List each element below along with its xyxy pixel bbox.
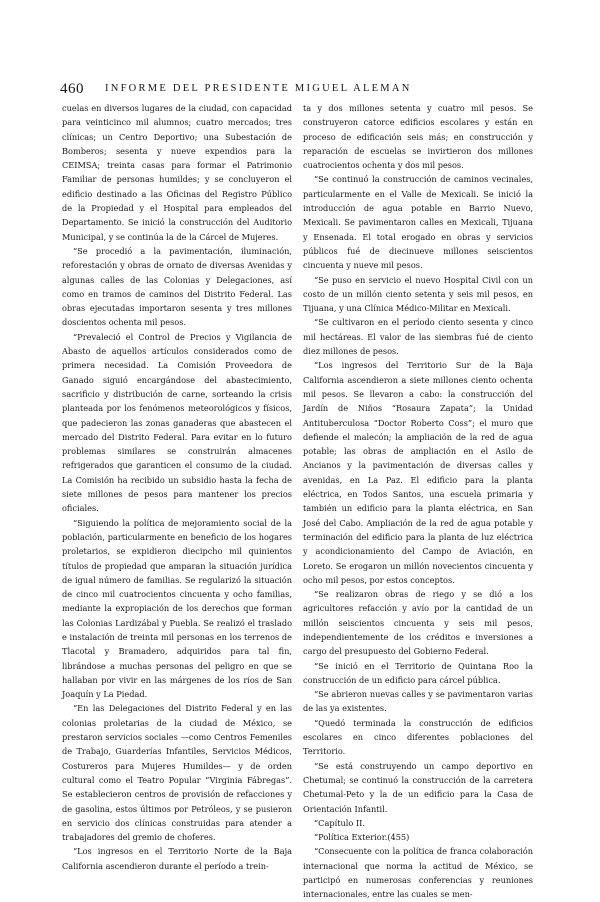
paragraph: ta y dos millones setenta y cuatro mil pesos. Se construyeron catorce edificios escolares y están en proceso de edificación seis más; en construcción y reparación de escuelas se invirtieron dos millones cuatrocientos ochenta y dos mil pesos. xyxy=(303,103,533,171)
paragraph: “Los ingresos del Territorio Sur de la Baja California ascendieron a siete millones ciento ochenta mil pesos. Se llevaron a cabo: la construcción del Jardín de Niños “Rosaura Zapata”; la Unidad Antituberculosa “Doctor Roberto Coss”; el muro que defiende el malecón; la ampliación de la red de agua potable; las obras de ampliación en el Asilo de Ancianos y la pavimentación de diversas calles y avenidas, en La Paz. El edificio para la planta eléctrica, en Todos Santos, una escuela primaria y también un edificio para la planta eléctrica, en San José del Cabo. Ampliación de la red de agua potable y terminación del edificio para la planta de luz eléctrica y acondicionamiento del Campo de Aviación, en Loreto. Se erogaron un millón novecientos cincuenta y ocho mil pesos, por estos conceptos. xyxy=(303,360,533,585)
paragraph: “Capítulo II. xyxy=(314,817,365,828)
paragraph: “Prevaleció el Control de Precios y Vigilancia de Abasto de aquellos artículos considerados como de primera necesidad. La Comisión Proveedora de Ganado siguió encargándose del abastecimiento, sacrificio y distribución de carne, sorteando la crisis planteada por los fenómenos meteorológicos y físicos, que padecieron las zonas ganaderas que abastecen el mercado del Distrito Federal. Para evitar en lo futuro problemas similares se construirán almacenes refrigerados que garanticen el consumo de la ciudad. La Comisión ha recibido un subsidio hasta la fecha de siete millones de pesos para mantener los precios oficiales. xyxy=(62,331,292,514)
paragraph: “Siguiendo la política de mejoramiento social de la población, particularmente en beneficio de los hogares proletarios, se expidieron diecipcho mil quinientos títulos de propiedad que amparan la situación jurídica de igual número de familias. Se regularizó la situación de cinco mil cuatrocientos cincuenta y ocho familias, mediante la expropiación de los derechos que forman las Colonias Lardizábal y Puebla. Se realizó el traslado e instalación de treinta mil personas en los terrenos de Tlacotal y Bramadero, adquiridos para tal fin, librándose a muchas personas del peligro en que se hallaban por vivir en las márgenes de los ríos de San Joaquín y La Piedad. xyxy=(62,517,292,700)
right-column xyxy=(303,101,533,900)
page-header xyxy=(60,80,540,102)
paragraph: “Se está construyendo un campo deportivo en Chetumal; se continuó la construcción de la carretera Chetumal-Peto y la de un edificio para la Casa de Orientación Infantil. xyxy=(303,760,533,814)
paragraph: “Los ingresos en el Territorio Norte de la Baja California ascendieron durante el período a trein- xyxy=(62,846,292,871)
paragraph: “En las Delegaciones del Distrito Federal y en las colonias proletarias de la ciudad de México, se prestaron servicios sociales —como Centros Femeniles de Trabajo, Guarderías Infantiles, Servicios Médicos, Costureros para Mujeres Humildes— y de orden cultural como el Teatro Popular “Virginia Fábregas”. Se establecieron centros de provisión de refacciones y de gasolina, estos últimos por Petróleos, y se pusieron en servicio dos clínicas construidas para atender a trabajadores del gremio de choferes. xyxy=(62,703,292,843)
page-number: 460 xyxy=(60,81,84,97)
paragraph: “Consecuente con la política de franca colaboración internacional que norma la actitud de México, se participó en numerosas conferencias y reuniones internacionales, entre las cuales se men- xyxy=(303,846,533,900)
paragraph: “Quedó terminada la construcción de edificios escolares en cinco diferentes poblaciones del Territorio. xyxy=(303,717,533,757)
paragraph: cuelas en diversos lugares de la ciudad, con capacidad para veinticinco mil alumnos; cuatro mercados; tres clínicas; un Centro Deportivo; una Subestación de Bomberos; sesenta y nueve expendios para la CEIMSA; treinta casas para formar el Patrimonio Familiar de personas humildes; y se concluyeron el edificio destinado a las Oficinas del Registro Público de la Propiedad y el Hospital para empleados del Departamento. Se inició la construcción del Auditorio Municipal, y se continúa la de la Cárcel de Mujeres. xyxy=(62,103,292,242)
paragraph: “Se realizaron obras de riego y se dió a los agricultores refacción y avío por la cantidad de un millón seiscientos cincuenta y seis mil pesos, independientemente de los créditos e inversiones a cargo del presupuesto del Gobierno Federal. xyxy=(303,589,533,657)
paragraph: “Se inició en el Territorio de Quintana Roo la construcción de un edificio para cárcel pública. xyxy=(303,660,533,685)
paragraph: “Se procedió a la pavimentación, iluminación, reforestación y obras de ornato de diversas Avenidas y algunas calles de las Colonias y Delegaciones, así como en tramos de caminos del Distrito Federal. Las obras ejecutadas importaron sesenta y tres millones doscientos ochenta mil pesos. xyxy=(62,245,292,328)
paragraph: “Se abrieron nuevas calles y se pavimentaron varias de las ya existentes. xyxy=(303,689,533,714)
paragraph: “Política Exterior.(455) xyxy=(314,832,410,843)
paragraph: “Se cultivaron en el período ciento sesenta y cinco mil hectáreas. El valor de las siembras fué de ciento diez millones de pesos. xyxy=(303,317,533,357)
paragraph: “Se continuó la construcción de caminos vecinales, particularmente en el Valle de Mexicali. Se inició la introducción de agua potable en Barrio Nuevo, Mexicali. Se pavimentaron calles en Mexicali, Tijuana y Ensenada. El total erogado en obras y servicios públicos fué de diecinueve millones seiscientos cincuenta y nueve mil pesos. xyxy=(303,174,533,271)
left-column xyxy=(62,101,292,871)
paragraph: “Se puso en servicio el nuevo Hospital Civil con un costo de un millón ciento setenta y seis mil pesos, en Tijuana, y una Clínica Médico-Militar en Mexicali. xyxy=(303,274,533,314)
running-title: INFORME DEL PRESIDENTE MIGUEL ALEMAN xyxy=(105,83,412,94)
